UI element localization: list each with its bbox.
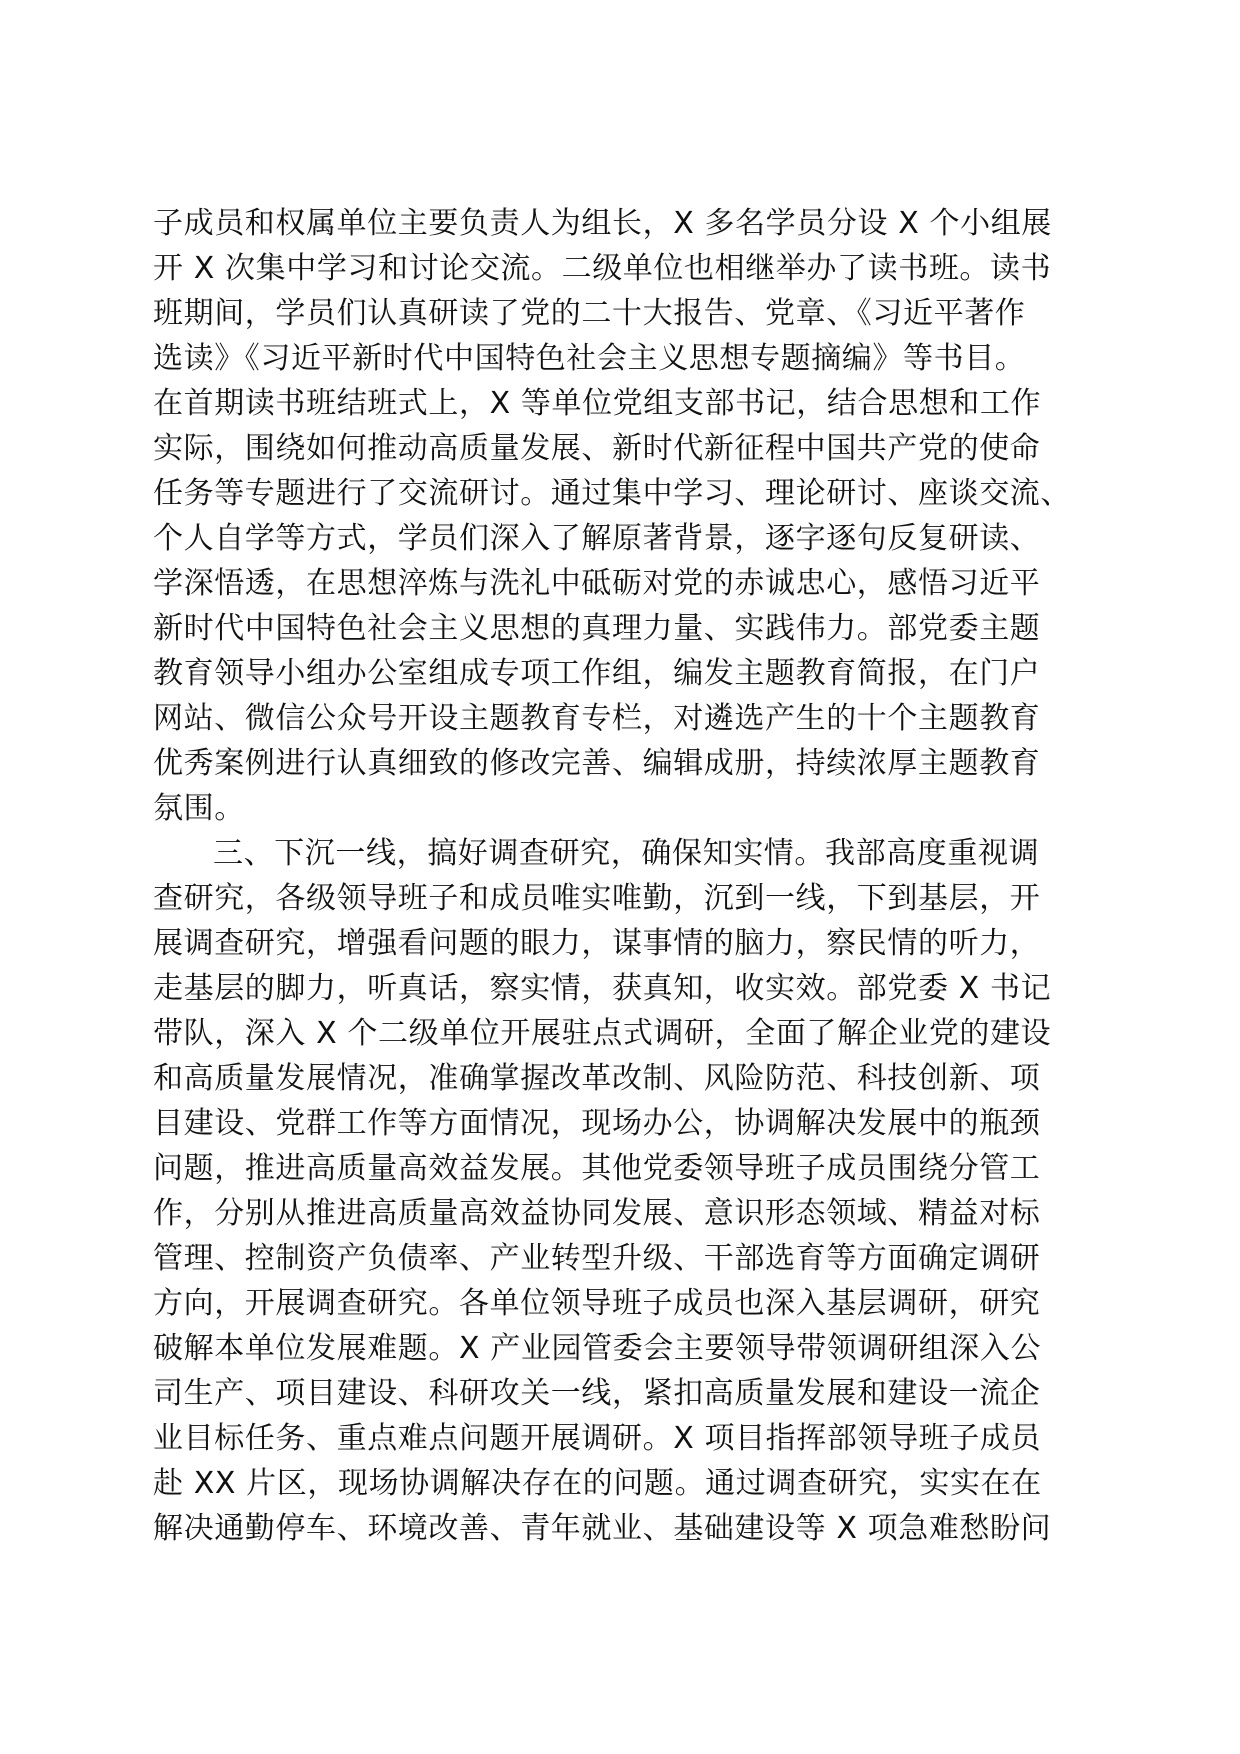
body-line: 目建设、党群工作等方面情况，现场办公，协调解决发展中的瓶颈	[153, 1106, 1041, 1141]
body-line: 任务等专题进行了交流研讨。通过集中学习、理论研讨、座谈交流、	[153, 476, 1071, 511]
body-line: 实际，围绕如何推动高质量发展、新时代新征程中国共产党的使命	[153, 431, 1041, 466]
body-line: 破解本单位发展难题。X 产业园管委会主要领导带领调研组深入公	[153, 1331, 1042, 1366]
body-line: 司生产、项目建设、科研攻关一线，紧扣高质量发展和建设一流企	[153, 1376, 1041, 1411]
body-line: 问题，推进高质量高效益发展。其他党委领导班子成员围绕分管工	[153, 1151, 1041, 1186]
section-heading-line: 三、下沉一线，搞好调查研究，确保知实情。我部高度重视调	[213, 836, 1040, 871]
body-line: 新时代中国特色社会主义思想的真理力量、实践伟力。部党委主题	[153, 611, 1041, 646]
body-line: 方向，开展调查研究。各单位领导班子成员也深入基层调研，研究	[153, 1286, 1041, 1321]
body-line: 开 X 次集中学习和讨论交流。二级单位也相继举办了读书班。读书	[153, 251, 1052, 286]
body-line: 赴 XX 片区，现场协调解决存在的问题。通过调查研究，实实在在	[153, 1466, 1042, 1501]
body-line: 带队，深入 X 个二级单位开展驻点式调研，全面了解企业党的建设	[153, 1016, 1052, 1051]
body-line: 走基层的脚力，听真话，察实情，获真知，收实效。部党委 X 书记	[153, 971, 1052, 1006]
body-line: 和高质量发展情况，准确掌握改革改制、风险防范、科技创新、项	[153, 1061, 1041, 1096]
body-line: 在首期读书班结班式上，X 等单位党组支部书记，结合思想和工作	[153, 386, 1042, 421]
body-line: 解决通勤停车、环境改善、青年就业、基础建设等 X 项急难愁盼问	[153, 1511, 1052, 1546]
body-line: 子成员和权属单位主要负责人为组长，X 多名学员分设 X 个小组展	[153, 206, 1052, 241]
body-line: 选读》《习近平新时代中国特色社会主义思想专题摘编》等书目。	[153, 341, 1026, 376]
body-line: 查研究，各级领导班子和成员唯实唯勤，沉到一线，下到基层，开	[153, 881, 1041, 916]
body-line: 学深悟透，在思想淬炼与洗礼中砥砺对党的赤诚忠心，感悟习近平	[153, 566, 1041, 601]
body-line: 优秀案例进行认真细致的修改完善、编辑成册，持续浓厚主题教育	[153, 746, 1041, 781]
body-line: 业目标任务、重点难点问题开展调研。X 项目指挥部领导班子成员	[153, 1421, 1042, 1456]
body-line: 教育领导小组办公室组成专项工作组，编发主题教育简报，在门户	[153, 656, 1041, 691]
body-line: 氛围。	[153, 791, 245, 826]
body-line: 个人自学等方式，学员们深入了解原著背景，逐字逐句反复研读、	[153, 521, 1041, 556]
body-line: 班期间，学员们认真研读了党的二十大报告、党章、《习近平著作	[153, 296, 1026, 331]
body-line: 网站、微信公众号开设主题教育专栏，对遴选产生的十个主题教育	[153, 701, 1041, 736]
body-line: 作，分别从推进高质量高效益协同发展、意识形态领域、精益对标	[153, 1196, 1041, 1231]
body-line: 展调查研究，增强看问题的眼力，谋事情的脑力，察民情的听力，	[153, 926, 1041, 961]
body-line: 管理、控制资产负债率、产业转型升级、干部选育等方面确定调研	[153, 1241, 1041, 1276]
